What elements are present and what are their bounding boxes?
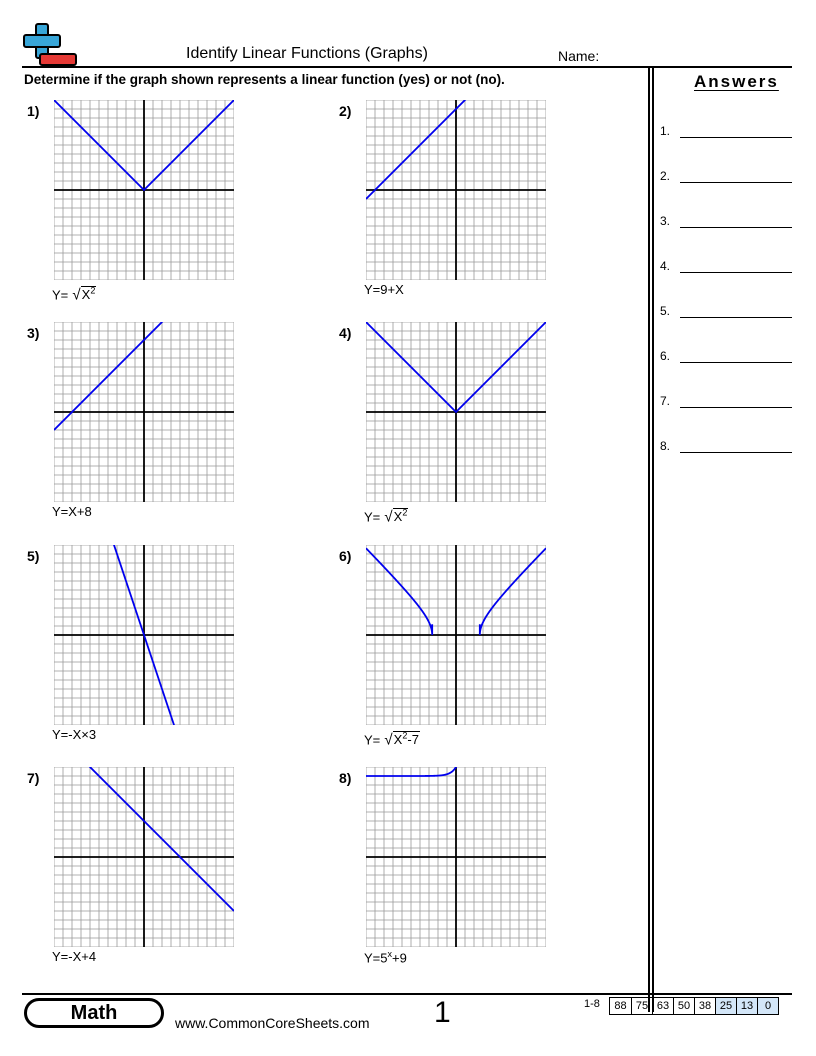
answer-blank[interactable] [680,440,792,453]
website-link[interactable]: www.CommonCoreSheets.com [175,1015,370,1031]
answers-title: Answers [694,72,779,91]
coordinate-graph [366,322,546,502]
coordinate-graph [366,545,546,725]
problem-number: 2) [339,103,352,119]
answer-row [660,169,792,183]
answer-blank[interactable] [680,215,792,228]
problem-number: 8) [339,770,352,786]
score-cell: 25 [715,998,736,1014]
answer-row [660,394,792,408]
answer-row [660,259,792,273]
instructions: Determine if the graph shown represents a linear function (yes) or not (no). [24,72,505,87]
answer-number: 8. [660,439,671,453]
answer-number: 6. [660,349,671,363]
equation-prefix: Y= [364,732,381,748]
function-curve [366,100,470,199]
problem-number: 7) [27,770,40,786]
radical-icon: √ [380,731,393,749]
problem-number: 5) [27,548,40,564]
score-cell: 75 [631,998,652,1014]
score-cell: 13 [736,998,757,1014]
coordinate-graph [366,100,546,280]
equation-label: Y=-X+4 [52,949,97,964]
column-divider [648,68,650,1012]
score-cell: 88 [614,1000,627,1012]
answer-blank[interactable] [680,260,792,273]
radical-icon: √ [380,508,393,526]
answer-row [660,439,792,453]
subject-badge: Math [24,998,164,1028]
answer-number: 4. [660,259,671,273]
score-cell: 50 [673,998,694,1014]
answer-number: 2. [660,169,671,183]
answer-number: 5. [660,304,671,318]
radicand: $X^2$ [81,286,96,303]
answer-number: 1. [660,124,671,138]
answer-blank[interactable] [680,125,792,138]
equation-label: Y=9+X [364,282,404,297]
score-cell: 0 [757,998,778,1014]
problem-number: 6) [339,548,352,564]
coordinate-graph [54,767,234,947]
equation-prefix: Y= [364,509,381,525]
coordinate-graph [366,767,546,947]
header-divider [22,66,792,68]
answer-row [660,349,792,363]
equation-label [364,508,408,525]
equation-label: $Y=5^x+9$ [364,949,407,966]
answer-row [660,214,792,228]
answer-row [660,124,792,138]
equation-label: Y=-X×3 [52,727,97,742]
equation-label [364,731,420,748]
coordinate-graph [54,322,234,502]
equation-label [52,286,96,303]
score-range-label: 1-8 [584,998,600,1010]
radicand: $X^2$ [393,508,408,525]
answer-blank[interactable] [680,395,792,408]
answer-row [660,304,792,318]
footer-divider [22,993,792,995]
coordinate-graph [54,100,234,280]
logo-icon [22,22,78,68]
page-title: Identify Linear Functions (Graphs) [186,45,428,62]
page-number: 1 [434,996,451,1029]
answer-blank[interactable] [680,305,792,318]
score-table [609,997,779,1015]
problem-number: 3) [27,325,40,341]
name-label: Name: [558,48,600,64]
column-divider [652,68,654,1012]
function-curve [366,767,458,776]
score-cell: 38 [694,998,715,1014]
problem-number: 4) [339,325,352,341]
answer-number: 7. [660,394,671,408]
answer-number: 3. [660,214,671,228]
answer-blank[interactable] [680,350,792,363]
equation-label: Y=X+8 [52,504,92,519]
problem-number: 1) [27,103,40,119]
score-cell: 63 [652,998,673,1014]
equation-prefix: Y= [52,287,69,303]
radicand: $X^2-7$ [393,731,419,748]
coordinate-graph [54,545,234,725]
answer-blank[interactable] [680,170,792,183]
radical-icon: √ [68,286,81,304]
